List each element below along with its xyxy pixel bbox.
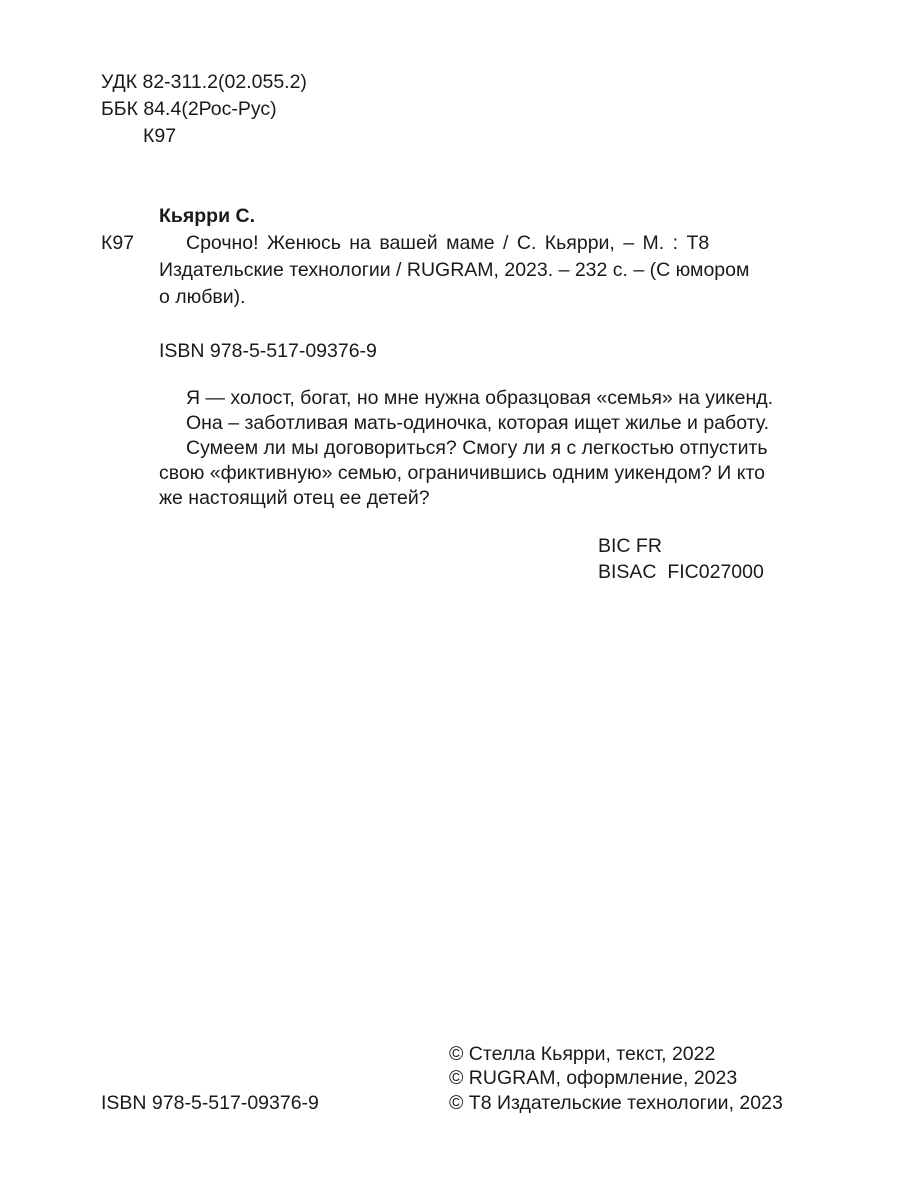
bbk-code: ББК 84.4(2Рос-Рус)	[101, 98, 277, 120]
annotation-line-2: Она – заботливая мать-одиночка, которая ищет жилье и работу.	[186, 412, 769, 434]
bib-line-2: Издательские технологии / RUGRAM, 2023. – 232 с. – (С юмором	[159, 259, 750, 281]
record-author-sign: К97	[101, 232, 135, 254]
bib-line-1: Срочно! Женюсь на вашей маме / С. Кьярри, – М. : Т8	[186, 232, 710, 254]
copyright-design: © RUGRAM, оформление, 2023	[449, 1067, 738, 1089]
isbn: ISBN 978-5-517-09376-9	[159, 340, 377, 362]
copyright-author: © Стелла Кьярри, текст, 2022	[449, 1043, 716, 1065]
annotation-line-5: же настоящий отец ее детей?	[159, 487, 430, 509]
copyright-publisher: © Т8 Издательские технологии, 2023	[449, 1092, 783, 1114]
bisac-code: BISAC FIC027000	[598, 561, 764, 583]
author-sign: К97	[143, 125, 177, 147]
footer-isbn: ISBN 978-5-517-09376-9	[101, 1092, 319, 1114]
bib-line-3: о любви).	[159, 286, 246, 308]
annotation-line-4: свою «фиктивную» семью, ограничившись одним уикендом? И кто	[159, 462, 766, 484]
annotation-line-3: Сумеем ли мы договориться? Смогу ли я с легкостью отпустить	[186, 437, 768, 459]
annotation-line-1: Я — холост, богат, но мне нужна образцовая «семья» на уикенд.	[186, 387, 774, 409]
author-name: Кьярри С.	[159, 205, 255, 227]
bic-code: BIC FR	[598, 535, 662, 557]
udk-code: УДК 82-311.2(02.055.2)	[101, 71, 307, 93]
